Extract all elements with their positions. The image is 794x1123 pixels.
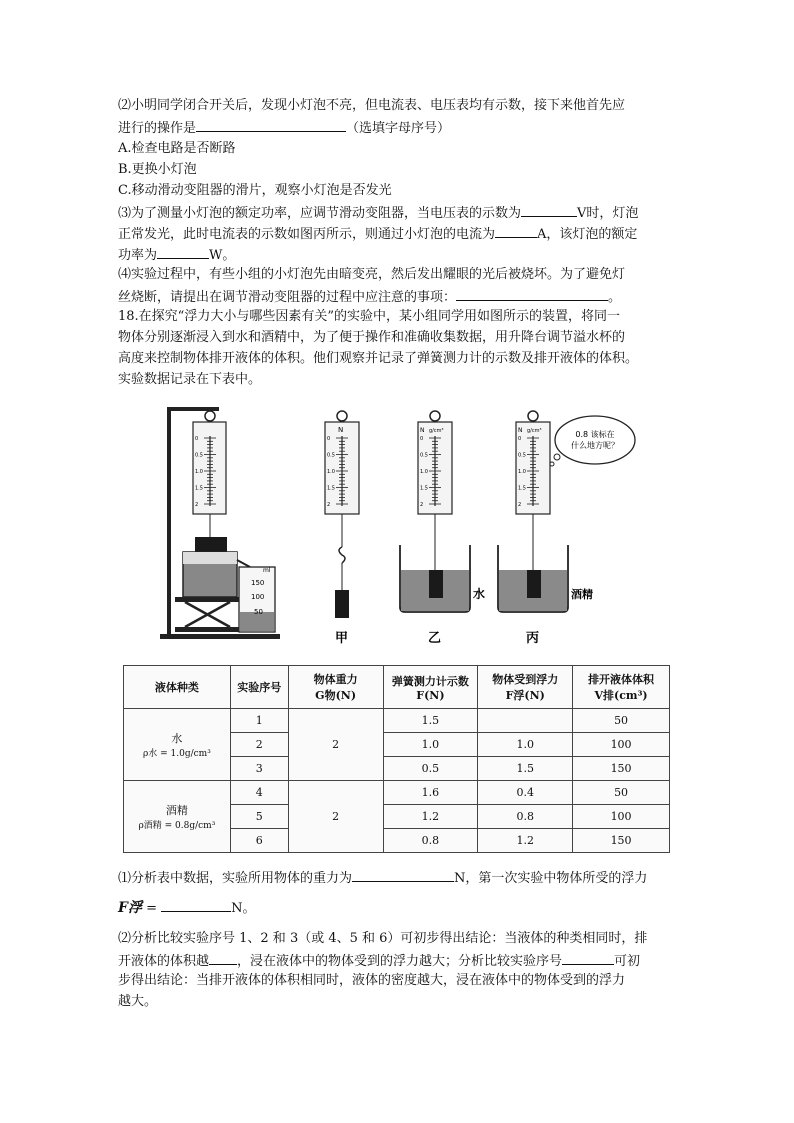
q3-power-blank[interactable] xyxy=(157,244,209,259)
bubble-text: 0.8 该标在什么地方呢？ xyxy=(571,430,619,450)
cell-spring: 1.2 xyxy=(383,805,478,829)
cell-seq: 5 xyxy=(230,805,288,829)
cell-vol: 150 xyxy=(573,757,670,781)
q2-option-b: B.更换小灯泡 xyxy=(118,162,197,177)
scale-tick-label: 2 xyxy=(327,502,331,508)
q3-line-1 xyxy=(118,202,638,224)
scale-tick-label: 1.0 xyxy=(420,469,428,475)
q4-l2b: 。 xyxy=(608,290,622,305)
q2-suffix: （选填字母序号） xyxy=(346,121,451,136)
q3-l3a: 功率为 xyxy=(118,248,158,263)
scale-tick-label: 1.0 xyxy=(327,469,335,475)
p2-blank-2[interactable] xyxy=(562,950,614,965)
scale-tick-label: 2 xyxy=(518,502,522,508)
cell-vol: 50 xyxy=(573,709,670,733)
cell-water: 水 ρ水 = 1.0g/cm³ xyxy=(124,709,231,781)
table-header-row xyxy=(124,666,670,709)
cell-vol: 50 xyxy=(573,781,670,805)
p1-line-1 xyxy=(118,867,647,889)
scale-tick-label: 0.5 xyxy=(327,452,335,459)
cell-gravity-water: 2 xyxy=(288,709,383,781)
apparatus-yi xyxy=(400,411,485,646)
header-seq: 实验序号 xyxy=(230,666,288,709)
cell-spring: 0.5 xyxy=(383,757,478,781)
q3-l3b: W。 xyxy=(209,248,236,263)
header-gravity: 物体重力 G物(N) xyxy=(288,666,383,709)
scale-tick-label: 1.0 xyxy=(195,469,203,475)
cell-seq: 4 xyxy=(230,781,288,805)
cell-seq: 2 xyxy=(230,733,288,757)
scale-unit-jia: N xyxy=(338,426,344,434)
cylinder-tick-50: 50 xyxy=(254,608,263,616)
scale-tick-label: 1.5 xyxy=(420,485,428,492)
q2-line-2 xyxy=(118,117,450,139)
scale-tick-label: 1.5 xyxy=(327,485,335,492)
cell-spring: 1.5 xyxy=(383,709,478,733)
label-yi: 乙 xyxy=(428,631,442,646)
cell-buoy: 1.2 xyxy=(478,829,573,853)
q2-line-1: ⑵小明同学闭合开关后，发现小灯泡不亮，但电流表、电压表均有示数，接下来他首先应 xyxy=(118,98,626,113)
cell-spring: 0.8 xyxy=(383,829,478,853)
p1-gravity-blank[interactable] xyxy=(352,867,454,882)
apparatus-stand xyxy=(160,407,280,639)
p1-buoy-blank[interactable] xyxy=(161,897,231,912)
scale-tick-label: 0 xyxy=(518,436,522,442)
q2-prefix: 进行的操作是 xyxy=(118,121,197,136)
header-spring: 弹簧测力计示数 F(N) xyxy=(383,666,478,709)
p2-l2b: ，浸在液体中的物体受到的浮力越大；分析比较实验序号 xyxy=(237,954,563,969)
p2-line-3: 步得出结论：当排开液体的体积相同时，液体的密度越大，浸在液体中的物体受到的浮力 xyxy=(118,973,626,988)
q3-line-3 xyxy=(118,244,235,266)
cell-buoy: 0.4 xyxy=(478,781,573,805)
cell-vol: 150 xyxy=(573,829,670,853)
scale-unit-g-bing: g/cm³ xyxy=(527,428,542,434)
label-bing: 丙 xyxy=(526,631,540,646)
apparatus-bing xyxy=(498,411,635,646)
cell-vol: 100 xyxy=(573,733,670,757)
thought-bubble xyxy=(555,416,635,464)
object-block-jia xyxy=(335,590,349,618)
p2-line-4: 越大。 xyxy=(118,994,158,1009)
scale-tick-label: 0 xyxy=(420,436,424,442)
p2-line-2 xyxy=(118,950,640,972)
header-liquid: 液体种类 xyxy=(124,666,231,709)
table-row xyxy=(124,781,670,805)
cell-spring: 1.6 xyxy=(383,781,478,805)
q2-answer-blank[interactable] xyxy=(196,117,346,132)
cylinder-tick-100: 100 xyxy=(251,593,265,601)
cell-seq: 1 xyxy=(230,709,288,733)
scale-unit-n-yi: N xyxy=(420,427,425,434)
q2-option-a: A.检查电路是否断路 xyxy=(118,141,236,156)
scale-unit-n-bing: N xyxy=(518,427,523,434)
cell-vol: 100 xyxy=(573,805,670,829)
q3-voltage-blank[interactable] xyxy=(521,202,577,217)
scale-tick-label: 1.5 xyxy=(195,485,203,492)
q4-l2a: 丝烧断，请提出在调节滑动变阻器的过程中应注意的事项： xyxy=(118,290,457,305)
label-water: 水 xyxy=(473,587,486,601)
header-vol: 排开液体体积 V排(cm³) xyxy=(573,666,670,709)
scale-tick-label: 0 xyxy=(195,436,199,442)
cylinder-tick-150: 150 xyxy=(251,579,265,587)
p2-blank-1[interactable] xyxy=(209,950,237,965)
cell-gravity-alcohol: 2 xyxy=(288,781,383,853)
object-block-bing xyxy=(527,570,541,598)
table-row xyxy=(124,709,670,733)
p1-line-2 xyxy=(118,897,256,919)
cell-alcohol: 酒精 ρ酒精 = 0.8g/cm³ xyxy=(124,781,231,853)
p2-line-1: ⑵分析比较实验序号 1、2 和 3（或 4、5 和 6）可初步得出结论：当液体的种类相同时，排 xyxy=(118,931,648,946)
scale-tick-label: 0.5 xyxy=(420,452,428,459)
scale-tick-label: 0.5 xyxy=(195,452,203,459)
p1-l1b: N，第一次实验中物体所受的浮力 xyxy=(454,871,648,886)
cell-buoy: 1.5 xyxy=(478,757,573,781)
p1-fsym: F浮 xyxy=(118,900,142,916)
cell-buoy: 1.0 xyxy=(478,733,573,757)
header-buoy: 物体受到浮力 F浮(N) xyxy=(478,666,573,709)
label-jia: 甲 xyxy=(335,631,349,646)
q3-l2b: A，该灯泡的额定 xyxy=(537,227,638,242)
scale-tick-label: 1.0 xyxy=(518,469,526,475)
scale-tick-label: 2 xyxy=(420,502,424,508)
q4-line-2 xyxy=(118,286,621,308)
q18-line-3: 高度来控制物体排开液体的体积。他们观察并记录了弹簧测力计的示数及排开液体的体积。 xyxy=(118,351,639,366)
q2-option-c: C.移动滑动变阻器的滑片，观察小灯泡是否发光 xyxy=(118,183,392,198)
q3-l1a: ⑶为了测量小灯泡的额定功率，应调节滑动变阻器，当电压表的示数为 xyxy=(118,206,522,221)
q4-answer-blank[interactable] xyxy=(456,286,608,301)
q3-l2a: 正常发光，此时电流表的示数如图丙所示，则通过小灯泡的电流为 xyxy=(118,227,496,242)
p1-eq: = xyxy=(141,901,162,916)
lift-table-scissor xyxy=(185,602,230,627)
q18-line-2: 物体分别逐渐浸入到水和酒精中，为了便于操作和准确收集数据，用升降台调节溢水杯的 xyxy=(118,330,626,345)
q4-line-1: ⑷实验过程中，有些小组的小灯泡先由暗变亮，然后发出耀眼的光后被烧坏。为了避免灯 xyxy=(118,267,626,282)
scale-tick-label: 1.5 xyxy=(518,485,526,492)
q3-line-2 xyxy=(118,223,637,245)
scale-tick-label: 2 xyxy=(195,502,199,508)
cell-spring: 1.0 xyxy=(383,733,478,757)
experiment-figure xyxy=(155,402,645,650)
label-alcohol: 酒精 xyxy=(571,588,593,601)
data-table xyxy=(123,665,670,853)
p1-l1a: ⑴分析表中数据，实验所用物体的重力为 xyxy=(118,871,353,886)
cell-buoy: 0.8 xyxy=(478,805,573,829)
cell-buoy[interactable] xyxy=(478,709,573,733)
cylinder-unit: ml xyxy=(263,567,271,574)
p2-l2c: 可初 xyxy=(614,954,641,969)
cell-seq: 6 xyxy=(230,829,288,853)
p2-l2a: 开液体的体积越 xyxy=(118,954,210,969)
q3-l1b: V时，灯泡 xyxy=(577,206,639,221)
scale-tick-label: 0.5 xyxy=(518,452,526,459)
q3-current-blank[interactable] xyxy=(495,223,537,238)
object-block-yi xyxy=(429,570,443,598)
scale-ring xyxy=(205,411,215,421)
p1-l2b: N。 xyxy=(231,901,256,916)
scale-unit-g-yi: g/cm³ xyxy=(429,428,444,434)
scale-tick-label: 0 xyxy=(327,436,331,442)
q18-line-4: 实验数据记录在下表中。 xyxy=(118,372,262,387)
scale-tick-marks xyxy=(195,436,539,508)
cell-seq: 3 xyxy=(230,757,288,781)
q18-line-1: 18.在探究“浮力大小与哪些因素有关”的实验中，某小组同学用如图所示的装置，将同一 xyxy=(118,309,620,324)
